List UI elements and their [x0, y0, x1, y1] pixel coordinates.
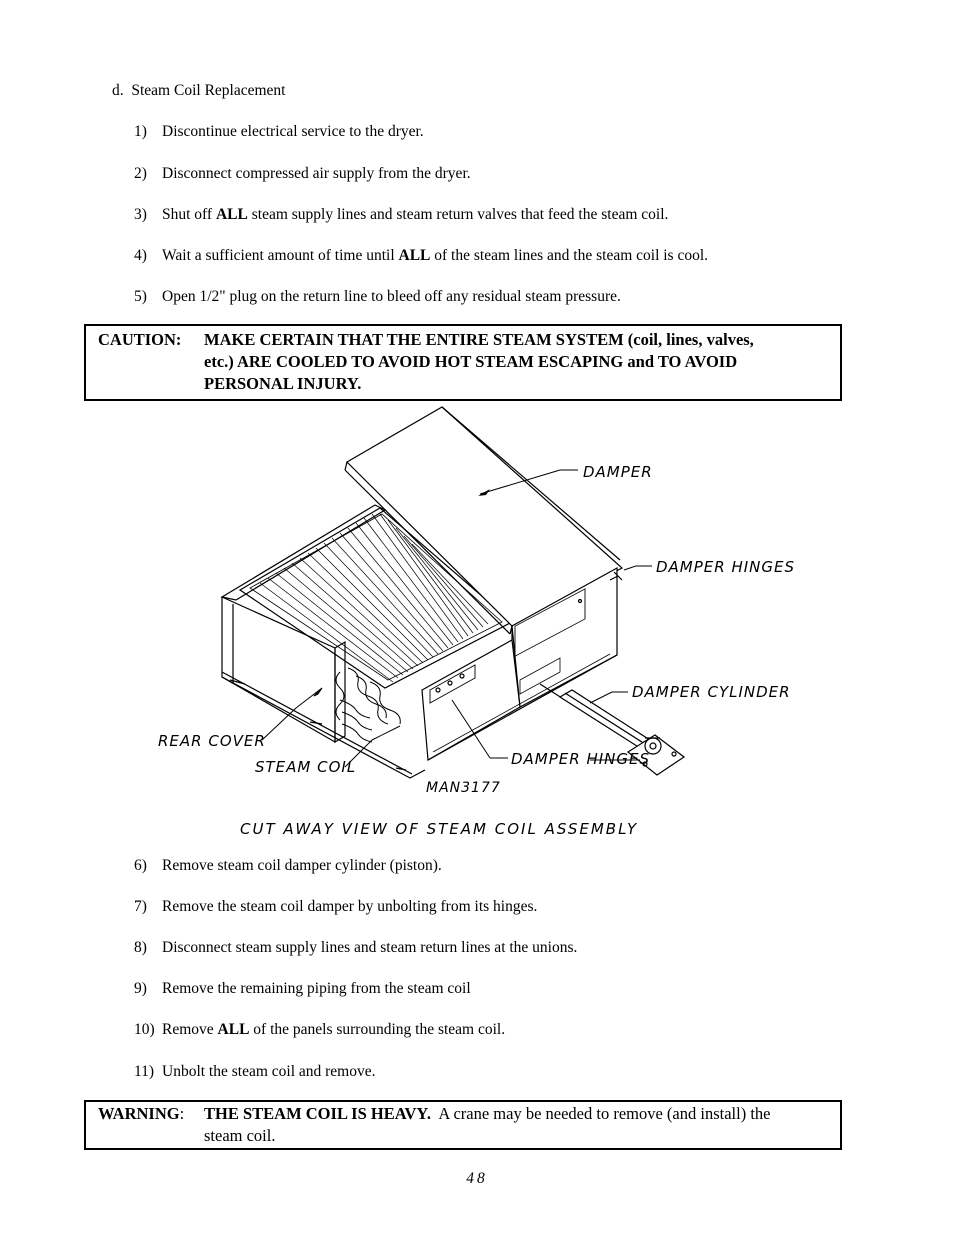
step-number: 8) — [134, 939, 147, 956]
caution-label: CAUTION: — [98, 330, 182, 349]
warning-label: WARNING: — [98, 1104, 185, 1123]
steam-coil-assembly-figure — [0, 400, 954, 845]
step-text: Remove the steam coil damper by unbolting from its hinges. — [162, 898, 538, 915]
step-text: Remove the remaining piping from the steam coil — [162, 980, 471, 997]
step-text: Disconnect compressed air supply from the dryer. — [162, 165, 471, 182]
step-number: 7) — [134, 898, 147, 915]
step-number: 5) — [134, 288, 147, 305]
step-text: Remove ALL of the panels surrounding the steam coil. — [162, 1021, 506, 1038]
label-damper: DAMPER — [583, 463, 653, 481]
step-text: Unbolt the steam coil and remove. — [162, 1063, 376, 1080]
caution-text: MAKE CERTAIN THAT THE ENTIRE STEAM SYSTEM (coil, lines, valves, etc.) ARE COOLED TO AVOID HOT STEAM ESCAPING and TO AVOID PERSONAL INJURY. — [204, 330, 754, 393]
label-steam-coil: STEAM COIL — [255, 758, 357, 776]
step-text: Remove steam coil damper cylinder (piston). — [162, 857, 442, 874]
step-number: 6) — [134, 857, 147, 874]
step-text: Disconnect steam supply lines and steam return lines at the unions. — [162, 939, 578, 956]
section-heading — [112, 82, 285, 100]
warning-emphasis: THE STEAM COIL IS HEAVY. — [204, 1104, 431, 1123]
figure-caption: CUT AWAY VIEW OF STEAM COIL ASSEMBLY — [240, 820, 639, 838]
step-number: 2) — [134, 165, 147, 182]
step-number: 9) — [134, 980, 147, 997]
emphasis: ALL — [215, 206, 248, 223]
label-damper-hinges-bottom: DAMPER HINGES — [511, 750, 651, 768]
step-number: 11) — [134, 1063, 155, 1080]
label-damper-cylinder: DAMPER CYLINDER — [632, 683, 791, 701]
step-number: 1) — [134, 123, 147, 140]
emphasis: ALL — [217, 1021, 250, 1038]
step-number: 10) — [134, 1021, 155, 1038]
step-text: Shut off ALL steam supply lines and steam return valves that feed the steam coil. — [162, 206, 669, 223]
step-text: Discontinue electrical service to the dryer. — [162, 123, 424, 140]
label-rear-cover: REAR COVER — [158, 732, 266, 750]
label-damper-hinges-top: DAMPER HINGES — [656, 558, 796, 576]
emphasis: ALL — [398, 247, 431, 264]
step-number: 3) — [134, 206, 147, 223]
label-drawing-id: MAN3177 — [426, 780, 501, 796]
step-text: Open 1/2" plug on the return line to bleed off any residual steam pressure. — [162, 288, 621, 305]
section-letter: d. — [112, 82, 124, 99]
section-title: Steam Coil Replacement — [131, 82, 286, 99]
step-text: Wait a sufficient amount of time until ALL of the steam lines and the steam coil is cool. — [162, 247, 709, 264]
warning-text: THE STEAM COIL IS HEAVY. A crane may be needed to remove (and install) the steam coil. — [204, 1104, 771, 1145]
step-number: 4) — [134, 247, 147, 264]
page-number: 48 — [466, 1170, 488, 1187]
